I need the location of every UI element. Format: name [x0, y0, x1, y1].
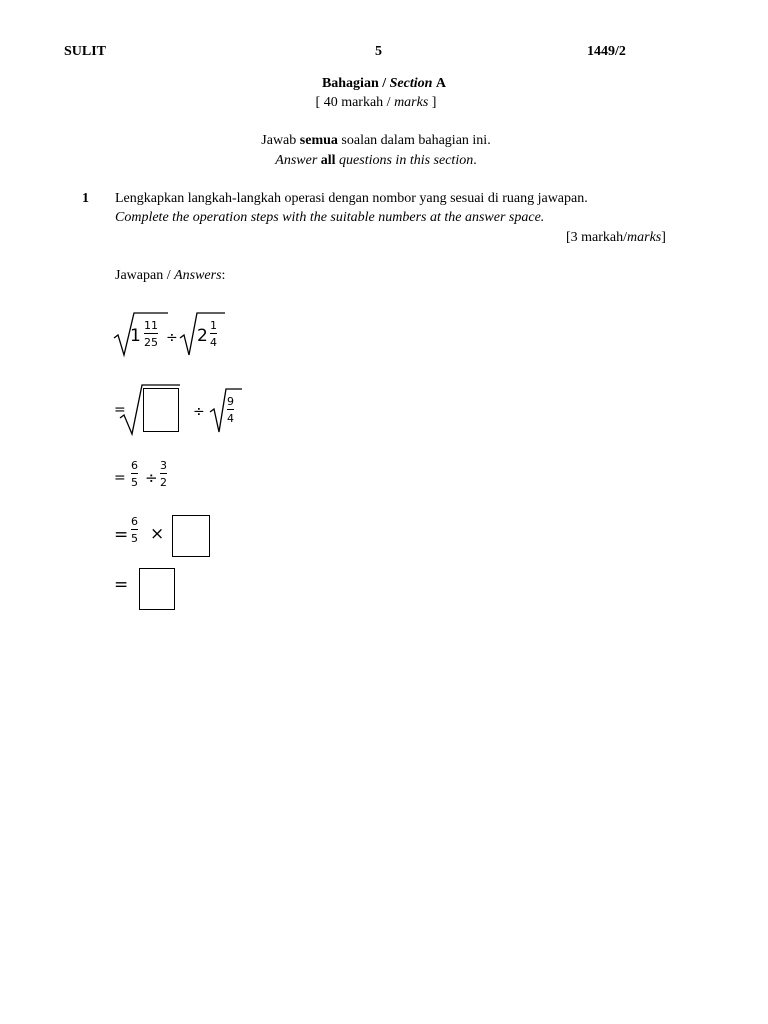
sqrt-symbol	[112, 310, 172, 360]
answer-box-1[interactable]	[143, 388, 179, 432]
question-number: 1	[82, 191, 89, 206]
instruction-en-b: all	[320, 153, 336, 168]
line3-num2: 3	[160, 459, 167, 472]
instruction-en-a: Answer	[275, 153, 318, 168]
fraction-bar	[210, 333, 217, 334]
question-text-en: Complete the operation steps with the suitable numbers at the answer space.	[115, 210, 545, 225]
line1-num2: 1	[210, 319, 217, 332]
section-marks-open: [ 40 markah /	[315, 95, 391, 110]
answer-label-colon: :	[221, 268, 226, 283]
instruction-ms-a: Jawab	[261, 133, 297, 148]
fraction-bar	[131, 473, 138, 474]
section-title-en: Section	[389, 76, 433, 91]
question-text-ms: Lengkapkan langkah-langkah operasi dengan nombor yang sesuai di ruang jawapan.	[115, 191, 588, 206]
line1-fraction2	[210, 320, 217, 348]
line3-fraction2	[160, 460, 167, 488]
answer-label-en: Answers	[174, 268, 222, 283]
line1-den2: 4	[210, 336, 217, 349]
line2-fraction	[227, 396, 234, 424]
line2-equals: =	[114, 402, 126, 418]
line1-fraction1	[144, 320, 158, 348]
line4-num: 6	[131, 515, 138, 528]
line4-equals: =	[114, 525, 129, 545]
fraction-bar	[160, 473, 167, 474]
line1-num1: 11	[144, 319, 158, 332]
section-marks-close: ]	[431, 95, 437, 110]
question-marks	[566, 230, 666, 246]
line4-den: 5	[131, 532, 138, 545]
line5-equals: =	[114, 575, 129, 595]
paper-code: 1449/2	[587, 44, 626, 59]
line1-whole2: 2	[197, 326, 208, 346]
line3-den1: 5	[131, 476, 138, 489]
question-marks-a: [3 markah/	[566, 230, 628, 245]
instruction-en-d: .	[473, 153, 477, 168]
line2-den: 4	[227, 412, 234, 425]
instruction-en-c: questions in this section	[339, 153, 474, 168]
fraction-bar	[131, 529, 138, 530]
header-sulit: SULIT	[64, 44, 107, 59]
line4-multiply: ×	[150, 524, 165, 544]
line4-fraction	[131, 516, 138, 544]
section-marks	[0, 95, 752, 111]
line1-whole1: 1	[130, 326, 141, 346]
question-marks-c: ]	[661, 230, 666, 245]
line3-den2: 2	[160, 476, 167, 489]
answer-box-2[interactable]	[172, 515, 210, 557]
fraction-bar	[227, 409, 234, 410]
section-title-letter: A	[435, 76, 447, 91]
instruction-en	[0, 153, 752, 169]
line3-num1: 6	[131, 459, 138, 472]
answer-label-ms: Jawapan /	[115, 268, 171, 283]
section-marks-en: marks	[394, 95, 429, 110]
line1-den1: 25	[144, 336, 158, 349]
section-title	[0, 76, 768, 92]
fraction-bar	[144, 333, 158, 334]
line3-fraction1	[131, 460, 138, 488]
instruction-ms-b: semua	[299, 133, 338, 148]
instruction-ms	[0, 133, 752, 149]
line3-divide: ÷	[145, 469, 158, 487]
section-title-ms: Bahagian /	[321, 76, 387, 91]
instruction-ms-c: soalan dalam bahagian ini.	[341, 133, 491, 148]
page-number: 5	[375, 44, 382, 59]
answer-box-3[interactable]	[139, 568, 175, 610]
answer-label	[115, 268, 225, 284]
line1-divide: ÷	[166, 330, 178, 346]
question-marks-b: marks	[627, 230, 662, 245]
line3-equals: =	[114, 470, 126, 486]
line2-divide: ÷	[193, 404, 205, 420]
line2-num: 9	[227, 395, 234, 408]
